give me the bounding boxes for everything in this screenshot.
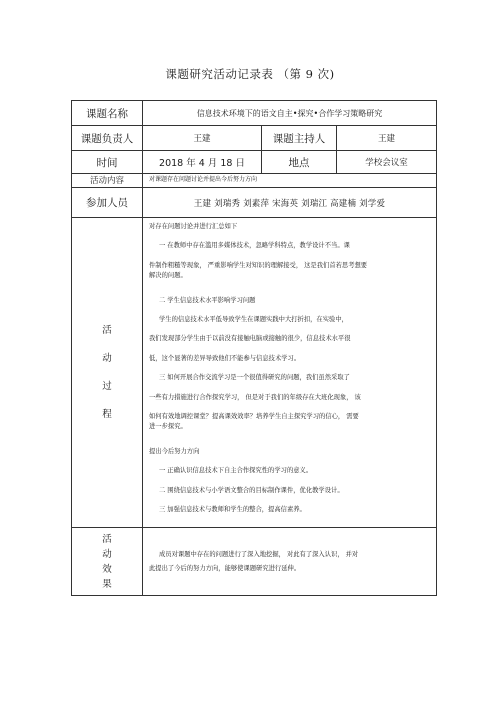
time-row — [72, 151, 437, 174]
process-line: 三 加强信息技术与教师和学生的整合，提高信素养。 — [159, 506, 306, 514]
effect-label-char: 果 — [102, 578, 112, 590]
process-line: 一些有力措施进行合作探究学习， 但是对于我们的年级存在大班化现象， 该 — [149, 393, 361, 401]
content-row — [72, 174, 437, 188]
topic-value: 信息技术环境下的语文自主•探究•合作学习策略研究 — [143, 101, 437, 126]
effect-label — [72, 528, 143, 596]
effect-label-char: 活 — [102, 533, 112, 545]
participants-value: 王建 刘瑞秀 刘素萍 宋海英 刘瑞江 高建楠 刘学爱 — [143, 188, 437, 218]
process-line: 如何有效地调控课堂？提高课效效率？培养学生自主探究学习的信心， 需要 — [149, 413, 359, 421]
process-row — [72, 218, 437, 528]
owner-value: 王建 — [143, 126, 262, 151]
process-line: 进一步探究。 — [149, 423, 187, 431]
time-label: 时间 — [72, 151, 143, 174]
process-label — [72, 218, 143, 528]
page-title: 课题研究活动记录表 （第 9 次) — [165, 67, 335, 81]
process-label-char: 活 — [102, 324, 112, 336]
process-content — [143, 218, 437, 528]
content-label: 活动内容 — [72, 174, 143, 188]
effect-line: 成员对课题中存在的问题进行了深入地挖掘， 对此有了深入认识， 并对 — [159, 550, 359, 558]
topic-row — [72, 101, 437, 126]
participants-row — [72, 188, 437, 218]
activity-record-table — [71, 100, 437, 596]
time-value: 2018 年 4 月 18 日 — [143, 151, 262, 174]
place-label: 地点 — [262, 151, 337, 174]
owner-row — [72, 126, 437, 151]
effect-row — [72, 528, 437, 596]
process-line: 对存在问题讨论并进行汇总如下 — [149, 223, 238, 230]
effect-content — [143, 528, 437, 596]
process-line: 二 围绕信息技术与小学语文整合的目标制作课件，优化教学设计。 — [159, 486, 344, 494]
participants-label: 参加人员 — [72, 188, 143, 218]
process-line: 学生的信息技术水平低导致学生在课题实践中大打折扣，在实验中， — [159, 316, 348, 324]
process-label-char: 程 — [102, 408, 112, 420]
host-value: 王建 — [337, 126, 437, 151]
owner-label: 课题负责人 — [72, 126, 143, 151]
topic-label: 课题名称 — [72, 101, 143, 126]
process-line: 件制作粗糙等现象， 严重影响学生对知识的理解接受， 这是我们首若思考想要 — [149, 261, 368, 269]
process-label-char: 过 — [102, 380, 112, 392]
content-value: 对课题存在问题讨论并提出今后努力方向 — [143, 174, 437, 188]
process-line: 解决的问题。 — [149, 272, 187, 280]
process-label-char: 动 — [102, 352, 112, 364]
process-line: 二 学生信息技术水平影响学习问题 — [159, 296, 256, 304]
process-line: 一 正确认识信息技术下自主合作探究性的学习的意义。 — [159, 467, 313, 475]
process-line: 三 如何开展合作交流学习是一个很值得研究的问题，我们虽然采取了 — [159, 374, 350, 382]
process-line: 一 在教师中存在滥用多媒体技术，忽略学科特点，教学设计不当。课 — [159, 242, 350, 250]
place-value: 学校会议室 — [337, 151, 437, 174]
effect-label-char: 效 — [102, 563, 112, 575]
host-label: 课题主持人 — [262, 126, 337, 151]
process-line: 低，这个显著的差异导致他们不能参与信息技术学习。 — [149, 354, 301, 362]
process-line: 我们发现部分学生由于以前没有接触电脑或接触的很少，信息技术水平很 — [149, 335, 351, 343]
effect-line: 此提出了今后的努力方向，能够使课题研究进行延伸。 — [149, 564, 301, 572]
process-line: 提出今后努力方向 — [149, 447, 200, 455]
effect-label-char: 动 — [102, 548, 112, 560]
